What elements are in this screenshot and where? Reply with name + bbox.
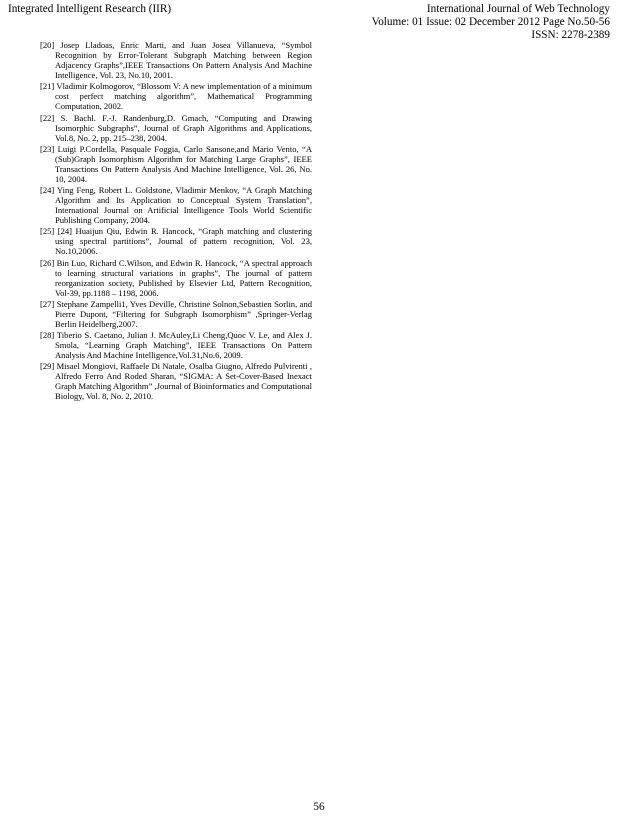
header-journal-title: International Journal of Web Technology <box>426 3 610 15</box>
header-issn: ISSN: 2278-2389 <box>531 29 610 42</box>
header-publisher: Integrated Intelligent Research (IIR) <box>8 3 172 15</box>
reference-item: [24] Ying Feng, Robert L. Goldstone, Vladimir Menkov, “A Graph Matching Algorithm and Its Application to Conceptual System Translation”, International Journal on Artificial Intelligence Tools World Scientific Publishing Company, 2004. <box>40 185 312 226</box>
reference-item: [20] Josep Lladoas, Enric Marti, and Juan Josea Villanueva, “Symbol Recognition by Error-Tolerant Subgraph Matching between Region Adjacency Graphs”,IEEE Transactions On Pattern Analysis And Machine Intelligence, Vol. 23, No.10, 2001. <box>40 40 312 81</box>
reference-item: [27] Stephane Zampelli1, Yves Deville, Christine Solnon,Sebastien Sorlin, and Pierre Dupont, “Filtering for Subgraph Isomorphism” ,Springer-Verlag Berlin Heidelberg,2007. <box>40 298 312 329</box>
reference-item: [21] Vladimir Kolmogorov, “Blossom V: A new implementation of a minimum cost perfect matching algorithm”, Mathematical Programming Computation, 2002. <box>40 81 312 112</box>
reference-item: [26] Bin Luo, Richard C.Wilson, and Edwin R. Hancock, “A spectral approach to learning structural variations in graphs”, The journal of pattern reorganization society, Published by Elsevier Ltd, Pattern Recognition, Vol-39, pp.1188 – 1198, 2006. <box>40 257 312 298</box>
reference-item: [28] Tiberio S. Caetano, Julian J. McAuley,Li Cheng,Quoc V. Le, and Alex J. Smola, “Learning Graph Matching”, IEEE Transactions On Pattern Analysis And Machine Intelligence,Vol.31,No.6, 2009. <box>40 330 312 361</box>
header-volume-issue: Volume: 01 Issue: 02 December 2012 Page No.50-56 <box>371 16 610 29</box>
reference-list <box>40 40 312 403</box>
page-number: 56 <box>313 801 325 813</box>
header-journal-info <box>372 3 610 43</box>
reference-item: [22] S. Bachl. F.-J. Randenburg,D. Gmach, “Computing and Drawing Isomorphic Subgraphs”, Journal of Graph Algorithms and Applications, Vol.8, No. 2, pp. 215–238, 2004. <box>40 112 312 143</box>
reference-item: [29] Misael Mongiovi, Raffaele Di Natale, Osalba Giugno, Alfredo Pulvirenti , Alfredo Ferro And Roded Sharan, “SIGMA: A Set-Cover-Based Inexact Graph Matching Algorithm” ,Journal of Bioinformatics and Computational Biology, Vol. 8, No. 2, 2010. <box>40 361 312 402</box>
reference-item: [23] Luigi P.Cordella, Pasquale Foggia, Carlo Sansone,and Mario Vento, “A (Sub)Graph Isomorphism Algorithm for Matching Large Graphs”, IEEE Transactions On Pattern Analysis And Machine Intelligence, Vol. 26, No. 10, 2004. <box>40 143 312 184</box>
reference-item: [25] [24] Huaijun Qiu, Edwin R. Hancock, “Graph matching and clustering using spectral partitions”, Journal of pattern recognition, Vol. 23, No.10,2006. <box>40 226 312 257</box>
